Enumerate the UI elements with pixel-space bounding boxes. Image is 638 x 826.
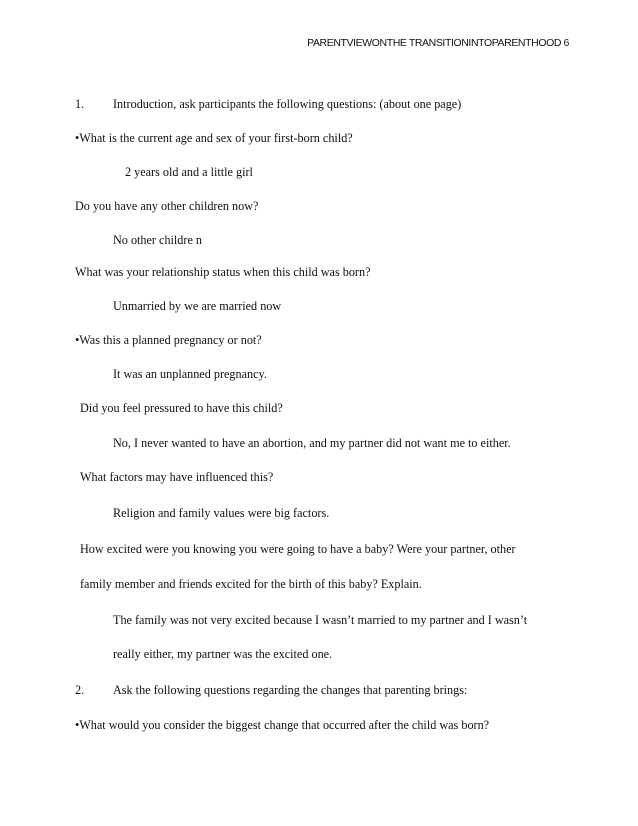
question-line: How excited were you knowing you were going to have a baby? Were your partner, other [80,542,516,556]
question-line: Did you feel pressured to have this child? [80,401,283,415]
question-line: •What would you consider the biggest change that occurred after the child was born? [75,718,490,732]
answer-line: No other childre n [113,233,203,247]
item-text: Introduction, ask participants the following questions: (about one page) [113,97,462,111]
answer-line: Religion and family values were big factors. [113,506,330,520]
question-line: family member and friends excited for the birth of this baby? Explain. [80,577,422,591]
answer-line: 2 years old and a little girl [125,165,253,179]
answer-line: really either, my partner was the excited one. [113,647,333,661]
answer-line: No, I never wanted to have an abortion, and my partner did not want me to either. [113,436,511,450]
question-line: What factors may have influenced this? [80,470,274,484]
item-number: 1. [75,97,85,111]
item-text: Ask the following questions regarding the changes that parenting brings: [113,683,468,697]
item-number: 2. [75,683,85,697]
answer-line: The family was not very excited because I wasn’t married to my partner and I wasn’t [113,613,528,627]
answer-line: Unmarried by we are married now [113,299,282,313]
question-line: •Was this a planned pregnancy or not? [75,333,262,347]
answer-line: It was an unplanned pregnancy. [113,367,267,381]
question-line: What was your relationship status when this child was born? [75,265,371,279]
question-line: •What is the current age and sex of your first-born child? [75,131,353,145]
question-line: Do you have any other children now? [75,199,259,213]
running-header: PARENTVIEWONTHE TRANSITIONINTOPARENTHOOD 6 [307,37,569,49]
